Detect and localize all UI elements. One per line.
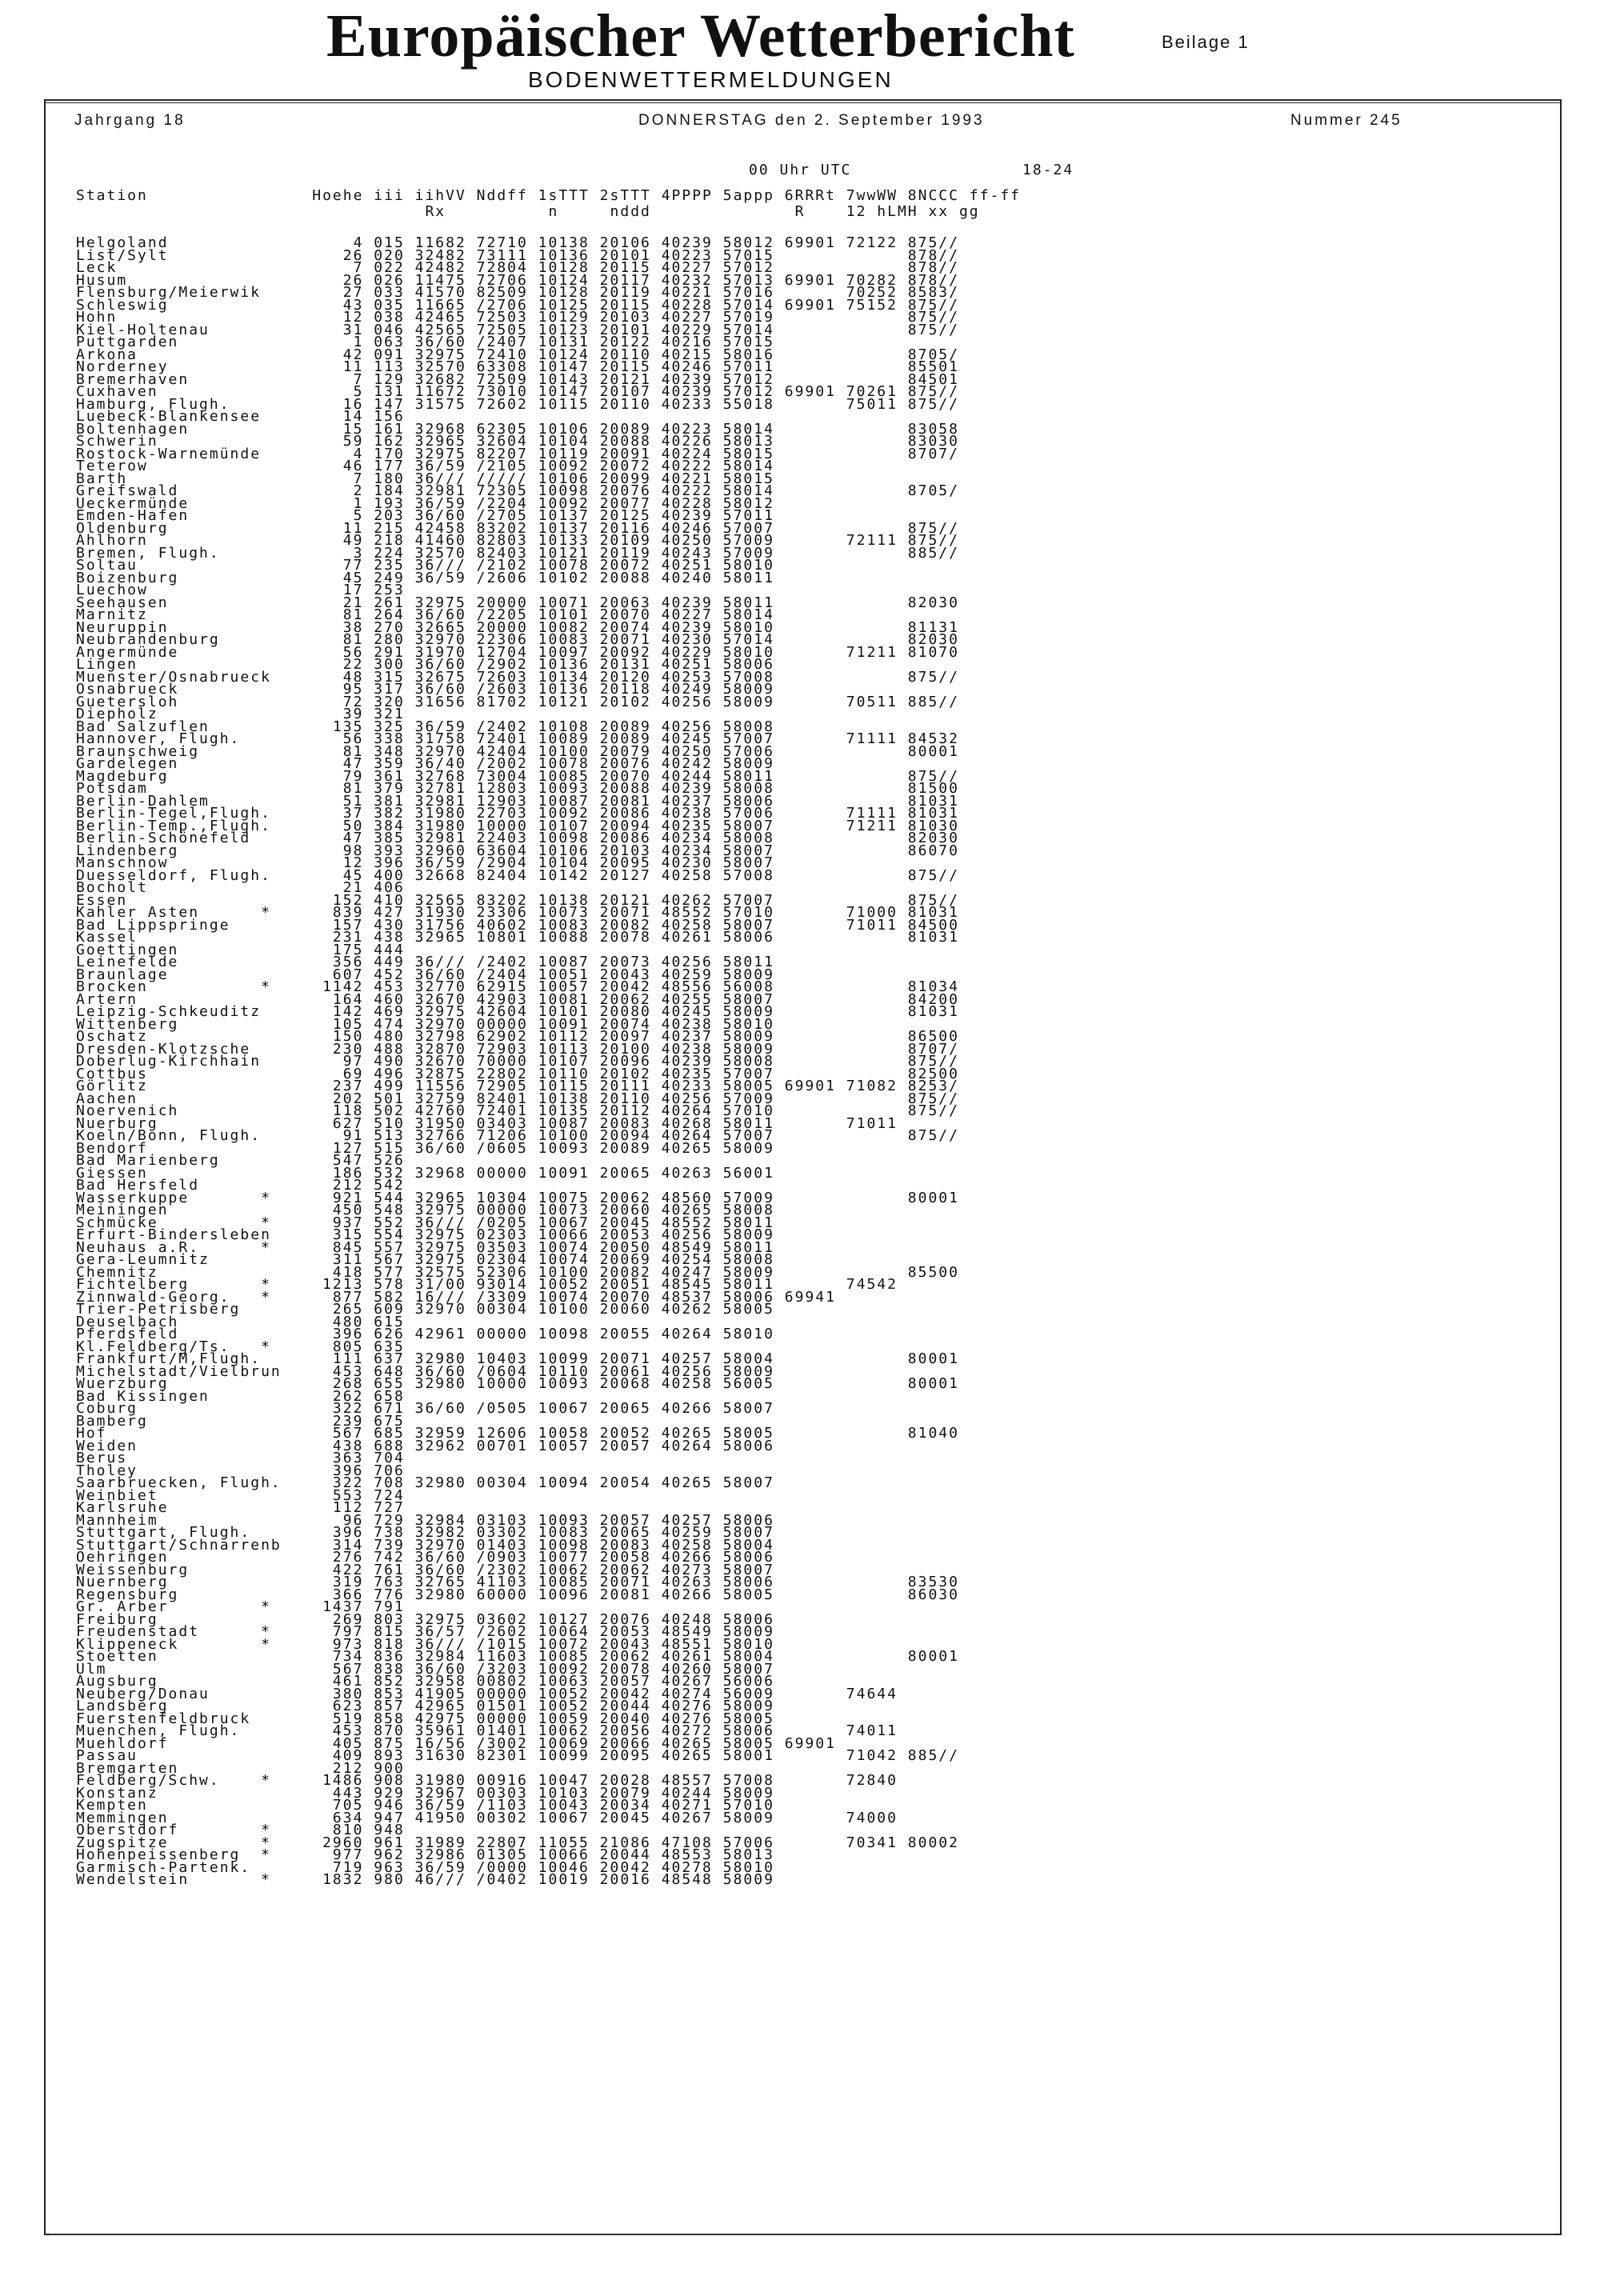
station-row: Schwerin 59 162 32965 32604 10104 20088 40226 58013 83030 <box>76 433 959 450</box>
station-row: Angermünde 56 291 31970 12704 10097 20092 40229 58010 71211 81070 <box>76 643 959 661</box>
station-row: Leck 7 022 42482 72804 10128 20115 40227 57012 878// <box>76 259 959 276</box>
station-row: Gardelegen 47 359 36/40 /2002 10078 20076 40242 58009 <box>76 755 774 772</box>
station-row: Lingen 22 300 36/60 /2902 10136 20131 40251 58006 <box>76 656 774 673</box>
station-row: Pferdsfeld 396 626 42961 00000 10098 20055 40264 58010 <box>76 1326 774 1342</box>
date-label: DONNERSTAG den 2. September 1993 <box>638 112 985 129</box>
station-row: Hamburg, Flugh. 16 147 31575 72602 10115 20110 40233 55018 75011 875// <box>76 395 959 413</box>
station-row: Bad Hersfeld 212 542 <box>76 1177 405 1194</box>
station-row: Brocken * 1142 453 32770 62915 10057 20042 48556 56008 81034 <box>76 978 959 995</box>
utc-time-label: 00 Uhr UTC <box>749 162 852 178</box>
station-row: Magdeburg 79 361 32768 73004 10085 20070 40244 58011 875// <box>76 767 959 785</box>
station-row: Bad Marienberg 547 526 <box>76 1152 405 1169</box>
station-row: Muenster/Osnabrueck 48 315 32675 72603 10134 20120 40253 57008 875// <box>76 668 959 686</box>
station-row: Braunschweig 81 348 32970 42404 10100 20079 40250 57006 80001 <box>76 742 959 760</box>
station-row: Barth 7 180 36/// ///// 10106 20099 40221 58015 <box>76 470 774 487</box>
station-row: Husum 26 026 11475 72706 10124 20117 40232 57013 69901 70282 878// <box>76 271 959 289</box>
station-row: Helgoland 4 015 11682 72710 10138 20106 40239 58012 69901 72122 875// <box>76 234 959 251</box>
station-row: Zinnwald-Georg. * 877 582 16/// /3309 10074 20070 48537 58006 69941 <box>76 1288 836 1306</box>
station-row: Boltenhagen 15 161 32968 62305 10106 20089 40223 58014 83058 <box>76 420 959 438</box>
station-row: Mannheim 96 729 32984 03103 10093 20057 40257 58006 <box>76 1511 774 1529</box>
station-row: Görlitz 237 499 11556 72905 10115 20111 40233 58005 69901 71082 8253/ <box>76 1078 959 1094</box>
station-row: Berlin-Dahlem 51 381 32981 12903 10087 20081 40237 58006 81031 <box>76 792 959 810</box>
station-row: Braunlage 607 452 36/60 /2404 10051 20043 40259 58009 <box>76 966 774 983</box>
station-row: Schmücke * 937 552 36/// /0205 10067 20045 48552 58011 <box>76 1214 774 1231</box>
station-row: Wittenberg 105 474 32970 00000 10091 20074 40238 58010 <box>76 1015 774 1033</box>
station-row: Luechow 17 253 <box>76 582 405 598</box>
station-row: Regensburg 366 776 32980 60000 10096 20081 40266 58005 86030 <box>76 1586 959 1603</box>
station-row: Karlsruhe 112 727 <box>76 1499 405 1516</box>
station-row: Neubrandenburg 81 280 32970 22306 10083 20071 40230 57014 82030 <box>76 631 959 648</box>
hours-range-label: 18-24 <box>1022 162 1074 178</box>
station-row: Hof 567 685 32959 12606 10058 20052 40265 58005 81040 <box>76 1425 959 1442</box>
station-row: Essen 152 410 32565 83202 10138 20121 40262 57007 875// <box>76 891 959 909</box>
station-row: Bremen, Flugh. 3 224 32570 82403 10121 20119 40243 57009 885// <box>76 544 959 562</box>
station-row: Muenchen, Flugh. 453 870 35961 01401 10062 20056 40272 58006 74011 <box>76 1722 898 1739</box>
station-row: Hannover, Flugh. 56 338 31758 72401 10089 20089 40245 57007 71111 84532 <box>76 730 959 747</box>
station-row: Kiel-Holtenau 31 046 42565 72505 10123 20101 40229 57014 875// <box>76 321 959 338</box>
station-row: Berlin-Tegel,Flugh. 37 382 31980 22703 10092 20086 40238 57006 71111 81031 <box>76 805 959 822</box>
station-row: Saarbruecken, Flugh. 322 708 32980 00304 10094 20054 40265 58007 <box>76 1474 774 1491</box>
station-row: Neuhaus a.R. * 845 557 32975 03503 10074 20050 48549 58011 <box>76 1238 774 1256</box>
station-row: Guetersloh 72 320 31656 81702 10121 20102 40256 58009 70511 885// <box>76 693 959 710</box>
station-row: Hohn 12 038 42465 72503 10129 20103 40227 57019 875// <box>76 309 959 326</box>
volume-label: Jahrgang 18 <box>74 112 186 129</box>
station-row: Trier-Petrisberg 265 609 32970 00304 10100 20060 40262 58005 <box>76 1301 774 1318</box>
station-row: Koeln/Bonn, Flugh. 91 513 32766 71206 10100 20094 40264 57007 875// <box>76 1127 959 1144</box>
station-row: Cuxhaven 5 131 11672 73010 10147 20107 40239 57012 69901 70261 875// <box>76 383 959 400</box>
station-row: Deuselbach 480 615 <box>76 1313 405 1330</box>
station-row: Goettingen 175 444 <box>76 941 405 958</box>
frame-double-line <box>44 102 1562 103</box>
station-row: Klippeneck * 973 818 36/// /1015 10072 20043 48551 58010 <box>76 1635 774 1653</box>
station-row: Bocholt 21 406 <box>76 879 405 896</box>
station-row: Feldberg/Schw. * 1486 908 31980 00916 10047 20028 48557 57008 72840 <box>76 1772 898 1789</box>
station-row: Wuerzburg 268 655 32980 10000 10093 20068 40258 56005 80001 <box>76 1375 959 1392</box>
station-row: Augsburg 461 852 32958 00802 10063 20057 40267 56006 <box>76 1673 774 1690</box>
station-row: Berlin-Temp.,Flugh. 50 384 31980 10000 10107 20094 40235 58007 71211 81030 <box>76 817 959 834</box>
station-row: Greifswald 2 184 32981 72305 10098 20076 40222 58014 8705/ <box>76 482 959 499</box>
station-row: Stoetten 734 836 32984 11603 10085 20062 40261 58004 80001 <box>76 1648 959 1665</box>
station-row: Doberlug-Kirchhain 97 490 32670 70000 10107 20096 40239 58008 875// <box>76 1053 959 1070</box>
station-row: Frankfurt/M,Flugh. 111 637 32980 10403 10099 20071 40257 58004 80001 <box>76 1350 959 1367</box>
station-row: Wendelstein * 1832 980 46/// /0402 10019 20016 48548 58009 <box>76 1871 774 1888</box>
station-row: Stuttgart, Flugh. 396 738 32982 03302 10083 20065 40259 58007 <box>76 1524 774 1541</box>
station-row: Lindenberg 98 393 32960 63604 10106 20103 40234 58007 86070 <box>76 842 959 859</box>
station-row: Potsdam 81 379 32781 12803 10093 20088 40239 58008 81500 <box>76 780 959 797</box>
station-row: Muehldorf 405 875 16/56 /3002 10069 20066 40265 58005 69901 <box>76 1734 836 1752</box>
station-row: Kassel 231 438 32965 10801 10088 20078 40261 58006 81031 <box>76 929 959 946</box>
station-row: Oschatz 150 480 32798 62902 10112 20097 40237 58009 86500 <box>76 1028 959 1045</box>
station-row: Chemnitz 418 577 32575 52306 10100 20082 40247 58009 85500 <box>76 1263 959 1281</box>
station-row: Passau 409 893 31630 82301 10099 20095 40265 58001 71042 885// <box>76 1747 959 1764</box>
station-row: Zugspitze * 2960 961 31989 22807 11055 21086 47108 57006 70341 80002 <box>76 1834 959 1851</box>
station-row: Ulm 567 838 36/60 /3203 10092 20078 40260 58007 <box>76 1660 774 1678</box>
station-row: Berlin-Schönefeld 47 385 32981 22403 10098 20086 40234 58008 82030 <box>76 830 959 846</box>
station-row: Diepholz 39 321 <box>76 706 405 722</box>
station-row: Puttgarden 1 063 36/60 /2407 10131 20122 40216 57015 <box>76 334 774 350</box>
station-row: Nuerburg 627 510 31950 03403 10087 20083 40268 58011 71011 <box>76 1114 898 1132</box>
station-row: Hohenpeissenberg * 977 962 32986 01305 10066 20044 48553 58013 <box>76 1846 774 1863</box>
station-row: Kl.Feldberg/Ts. * 805 635 <box>76 1338 405 1355</box>
station-row: Oehringen 276 742 36/60 /0903 10077 20058 40266 58006 <box>76 1549 774 1566</box>
station-row: Oldenburg 11 215 42458 83202 10137 20116 40246 57007 875// <box>76 519 959 537</box>
station-row: Osnabrueck 95 317 36/60 /2603 10136 20118 40249 58009 <box>76 681 774 698</box>
station-row: Michelstadt/Vielbrun 453 648 36/60 /0604 10110 20061 40256 58009 <box>76 1362 774 1380</box>
station-row: Weissenburg 422 761 36/60 /2302 10062 20062 40273 58007 <box>76 1561 774 1578</box>
station-row: Seehausen 21 261 32975 20000 10071 20063 40239 58011 82030 <box>76 594 959 611</box>
station-row: Freiburg 269 803 32975 03602 10127 20076 40248 58006 <box>76 1610 774 1628</box>
report-subtitle: BODENWETTERMELDUNGEN <box>528 67 894 92</box>
column-header-line-2: Rx n nddd R 12 hLMH xx gg <box>76 203 980 220</box>
station-row: Noervenich 118 502 42760 72401 10135 20112 40264 57010 875// <box>76 1102 959 1119</box>
station-row: Teterow 46 177 36/59 /2105 10092 20072 40222 58014 <box>76 458 774 474</box>
station-row: Kahler Asten * 839 427 31930 23306 10073 20071 48552 57010 71000 81031 <box>76 904 959 921</box>
station-row: Marnitz 81 264 36/60 /2205 10101 20070 40227 58014 <box>76 606 774 623</box>
issue-number: Nummer 245 <box>1290 112 1402 129</box>
station-row: Konstanz 443 929 32967 00303 10103 20079 40244 58009 <box>76 1784 774 1802</box>
station-row: Bendorf 127 515 36/60 /0605 10093 20089 40265 58009 <box>76 1139 774 1157</box>
station-row: Arkona 42 091 32975 72410 10124 20110 40215 58016 8705/ <box>76 346 959 363</box>
station-row: Gr. Arber * 1437 791 <box>76 1598 405 1615</box>
station-row: Aachen 202 501 32759 82401 10138 20110 40256 57009 875// <box>76 1090 959 1107</box>
station-row: Soltau 77 235 36/// /2102 10078 20072 40251 58010 <box>76 557 774 574</box>
station-row: Berus 363 704 <box>76 1450 405 1466</box>
station-row: Schleswig 43 035 11665 /2706 10125 20115 40228 57014 69901 75152 875// <box>76 296 959 314</box>
station-row: Wasserkuppe * 921 544 32965 10304 10075 20062 48560 57009 80001 <box>76 1189 959 1206</box>
station-row: Duesseldorf, Flugh. 45 400 32668 82404 10142 20127 40258 57008 875// <box>76 866 959 884</box>
station-row: Bremgarten 212 900 <box>76 1759 405 1777</box>
station-row: Ueckermünde 1 193 36/59 /2204 10092 20077 40228 58012 <box>76 494 774 512</box>
station-row: Ahlhorn 49 218 41460 82803 10133 20109 40250 57009 72111 875// <box>76 532 959 549</box>
station-table <box>76 234 959 1888</box>
station-row: Flensburg/Meierwik 27 033 41570 82509 10128 20119 40221 57016 70252 8583/ <box>76 284 959 301</box>
station-row: Meiningen 450 548 32975 00000 10073 20060 40265 58008 <box>76 1202 774 1218</box>
station-row: Leinefelde 356 449 36/// /2402 10087 20073 40256 58011 <box>76 954 774 970</box>
station-row: Nuernberg 319 763 32765 41103 10085 20071 40263 58006 83530 <box>76 1574 959 1590</box>
column-header-line-1: Station Hoehe iii iihVV Nddff 1sTTT 2sTTT 4PPPP 5appp 6RRRt 7wwWW 8NCCC ff-ff <box>76 187 1021 204</box>
station-row: Rostock-Warnemünde 4 170 32975 82207 10119 20091 40224 58015 8707/ <box>76 445 959 462</box>
station-row: Bad Kissingen 262 658 <box>76 1387 405 1405</box>
station-row: Gera-Leumnitz 311 567 32975 02304 10074 20069 40254 58008 <box>76 1251 774 1268</box>
station-row: Coburg 322 671 36/60 /0505 10067 20065 40266 58007 <box>76 1400 774 1417</box>
station-row: Leipzig-Schkeuditz 142 469 32975 42604 10101 20080 40245 58009 81031 <box>76 1003 959 1020</box>
station-row: Fichtelberg * 1213 578 31/00 93014 10052 20051 48545 58011 74542 <box>76 1276 898 1293</box>
station-row: List/Sylt 26 020 32482 73111 10136 20101 40223 57015 878// <box>76 246 959 264</box>
station-row: Luebeck-Blankensee 14 156 <box>76 408 405 425</box>
station-row: Bad Salzuflen 135 325 36/59 /2402 10108 20089 40256 58008 <box>76 718 774 735</box>
station-row: Bamberg 239 675 <box>76 1412 405 1430</box>
station-row: Giessen 186 532 32968 00000 10091 20065 40263 56001 <box>76 1164 774 1182</box>
station-row: Fuerstenfeldbruck 519 858 42975 00000 10059 20040 40276 58005 <box>76 1710 774 1727</box>
station-row: Oberstdorf * 810 948 <box>76 1822 405 1838</box>
station-row: Stuttgart/Schnarrenb 314 739 32970 01403 10098 20083 40258 58004 <box>76 1536 774 1554</box>
station-row: Erfurt-Bindersleben 315 554 32975 02303 10066 20053 40256 58009 <box>76 1226 774 1243</box>
station-row: Cottbus 69 496 32875 22802 10110 20102 40235 57007 82500 <box>76 1065 959 1082</box>
station-row: Kempten 705 946 36/59 /1103 10043 20034 40271 57010 <box>76 1797 774 1814</box>
report-title: Europäischer Wetterbericht <box>326 2 1075 70</box>
station-row: Bremerhaven 7 129 32682 72509 10143 20121 40239 57012 84501 <box>76 370 959 388</box>
station-row: Landsberg 623 857 42965 01501 10052 20044 40276 58009 <box>76 1698 774 1714</box>
station-row: Weiden 438 688 32962 00701 10057 20057 40264 58006 <box>76 1437 774 1454</box>
station-row: Manschnow 12 396 36/59 /2904 10104 20095 40230 58007 <box>76 854 774 871</box>
station-row: Artern 164 460 32670 42903 10081 20062 40255 58007 84200 <box>76 990 959 1008</box>
station-row: Norderney 11 113 32570 63308 10147 20115 40246 57011 85501 <box>76 358 959 375</box>
station-row: Tholey 396 706 <box>76 1462 405 1479</box>
station-row: Neuruppin 38 270 32665 20000 10082 20074 40239 58010 81131 <box>76 618 959 636</box>
station-row: Neuberg/Donau 380 853 41905 00000 10052 20042 40274 56009 74644 <box>76 1685 898 1702</box>
station-row: Freudenstadt * 797 815 36/57 /2602 10064 20053 48549 58009 <box>76 1623 774 1640</box>
station-row: Boizenburg 45 249 36/59 /2606 10102 20088 40240 58011 <box>76 569 774 586</box>
supplement-label: Beilage 1 <box>1162 32 1250 52</box>
station-row: Memmingen 634 947 41950 00302 10067 20045 40267 58009 74000 <box>76 1809 898 1826</box>
station-row: Bad Lippspringe 157 430 31756 40602 10083 20082 40258 58007 71011 84500 <box>76 916 959 934</box>
station-row: Garmisch-Partenk. 719 963 36/59 /0000 10046 20042 40278 58010 <box>76 1858 774 1876</box>
station-row: Emden-Hafen 5 203 36/60 /2705 10137 20125 40239 57011 <box>76 507 774 524</box>
station-row: Weinbiet 553 724 <box>76 1486 405 1504</box>
station-row: Dresden-Klotzsche 230 488 32870 72903 10113 20100 40238 58009 8707/ <box>76 1040 959 1058</box>
